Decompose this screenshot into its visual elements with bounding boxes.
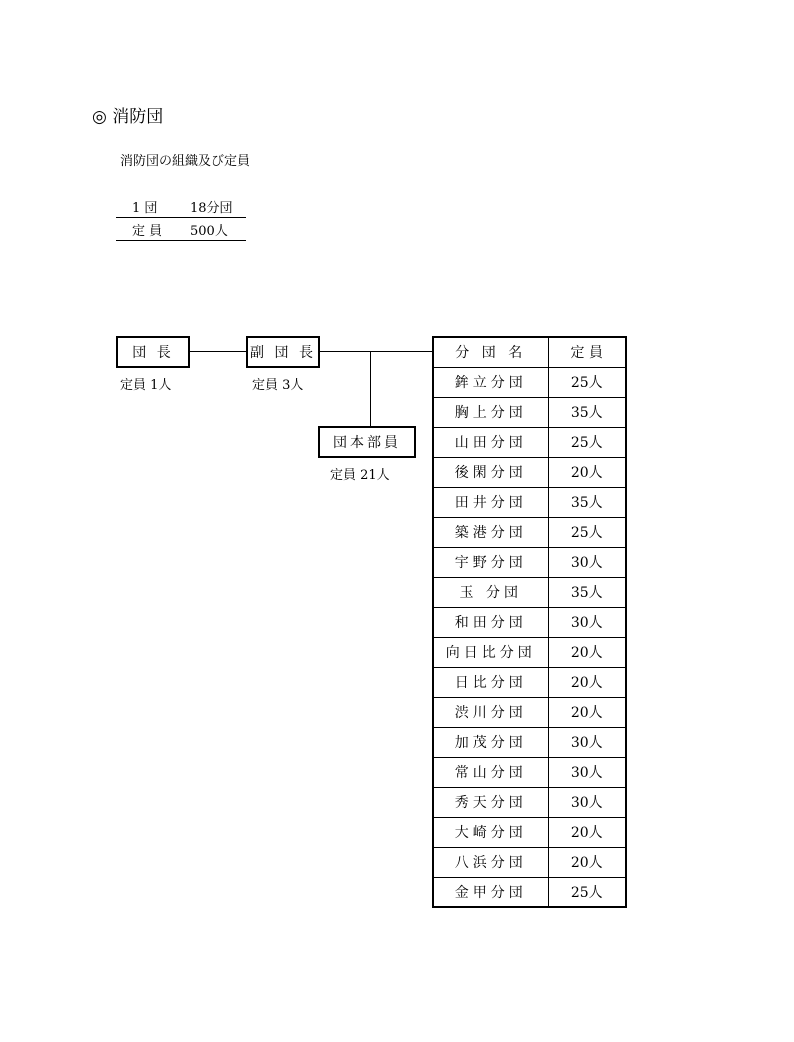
branch-capacity-cell: 20人: [548, 637, 626, 667]
branch-header-row: [433, 337, 626, 367]
branch-capacity-cell: 35人: [548, 577, 626, 607]
branch-capacity-cell: 30人: [548, 727, 626, 757]
branch-capacity-cell: 30人: [548, 787, 626, 817]
branch-name-cell: 山田分団: [433, 427, 548, 457]
page-title: ◎ 消防団: [92, 107, 164, 127]
table-row: [433, 757, 626, 787]
connector-vice-branches: [320, 351, 432, 352]
summary-table: [116, 195, 246, 241]
branch-capacity-cell: 20人: [548, 457, 626, 487]
branch-capacity-cell: 20人: [548, 697, 626, 727]
branch-table: [432, 336, 627, 908]
hq-members-box: 団本部員: [318, 426, 416, 458]
branch-name-cell: 和田分団: [433, 607, 548, 637]
table-row: [433, 577, 626, 607]
branch-capacity-cell: 20人: [548, 817, 626, 847]
branch-capacity-cell: 30人: [548, 757, 626, 787]
branch-capacity-cell: 20人: [548, 847, 626, 877]
branch-capacity-cell: 25人: [548, 427, 626, 457]
connector-leader-vice: [190, 351, 246, 352]
table-row: [433, 817, 626, 847]
branch-name-cell: 向日比分団: [433, 637, 548, 667]
summary-units-label: 1 団: [132, 201, 158, 216]
leader-caption: 定員 1人: [120, 378, 172, 393]
hq-members-caption: 定員 21人: [330, 468, 390, 483]
table-row: [433, 667, 626, 697]
branch-name-cell: 渋川分団: [433, 697, 548, 727]
branch-capacity-cell: 30人: [548, 547, 626, 577]
branch-name-cell: 胸上分団: [433, 397, 548, 427]
summary-units-value: 18分団: [190, 201, 233, 216]
branch-name-cell: 秀天分団: [433, 787, 548, 817]
branch-name-header: 分 団 名: [433, 337, 548, 367]
branch-name-cell: 大崎分団: [433, 817, 548, 847]
vice-leader-caption: 定員 3人: [252, 378, 304, 393]
table-row: [433, 637, 626, 667]
section-subtitle: 消防団の組織及び定員: [120, 154, 251, 169]
branch-capacity-cell: 35人: [548, 487, 626, 517]
table-row: [433, 877, 626, 907]
table-row: [433, 367, 626, 397]
leader-box: 団 長: [116, 336, 190, 368]
connector-hq: [370, 351, 371, 426]
table-row: [433, 787, 626, 817]
branch-capacity-header: 定 員: [548, 337, 626, 367]
table-row: [433, 397, 626, 427]
branch-name-cell: 宇野分団: [433, 547, 548, 577]
summary-row-capacity: [116, 218, 246, 241]
vice-leader-box: 副 団 長: [246, 336, 320, 368]
branch-capacity-cell: 30人: [548, 607, 626, 637]
table-row: [433, 517, 626, 547]
summary-capacity-label: 定 員: [132, 224, 163, 239]
branch-name-cell: 築港分団: [433, 517, 548, 547]
branch-name-cell: 金甲分団: [433, 877, 548, 907]
branch-name-cell: 日比分団: [433, 667, 548, 697]
table-row: [433, 727, 626, 757]
table-row: [433, 697, 626, 727]
branch-name-cell: 田井分団: [433, 487, 548, 517]
branch-name-cell: 加茂分団: [433, 727, 548, 757]
branch-capacity-cell: 25人: [548, 877, 626, 907]
branch-name-cell: 常山分団: [433, 757, 548, 787]
table-row: [433, 427, 626, 457]
branch-capacity-cell: 25人: [548, 517, 626, 547]
branch-capacity-cell: 25人: [548, 367, 626, 397]
branch-name-cell: 八浜分団: [433, 847, 548, 877]
table-row: [433, 487, 626, 517]
summary-row-units: [116, 195, 246, 218]
branch-name-cell: 鉾立分団: [433, 367, 548, 397]
branch-capacity-cell: 35人: [548, 397, 626, 427]
table-row: [433, 547, 626, 577]
table-row: [433, 457, 626, 487]
table-row: [433, 607, 626, 637]
table-row: [433, 847, 626, 877]
branch-capacity-cell: 20人: [548, 667, 626, 697]
branch-name-cell: 後閑分団: [433, 457, 548, 487]
branch-name-cell: 玉 分団: [433, 577, 548, 607]
summary-capacity-value: 500人: [190, 224, 228, 239]
